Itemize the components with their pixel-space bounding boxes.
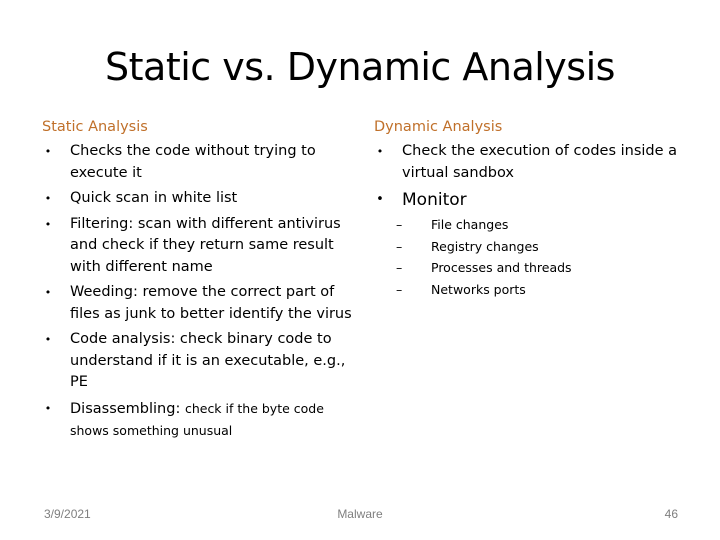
bullet-icon: • xyxy=(44,333,52,346)
list-item-lead: Disassembling: xyxy=(70,400,185,417)
list-item xyxy=(42,329,362,394)
dynamic-analysis-heading: Dynamic Analysis xyxy=(374,119,503,135)
list-item xyxy=(42,214,362,279)
monitor-sublist xyxy=(374,214,694,300)
dash-icon: – xyxy=(396,238,403,254)
page-number: 46 xyxy=(664,507,678,521)
list-item xyxy=(374,141,694,184)
sublist-item-text: Registry changes xyxy=(431,238,539,254)
dynamic-analysis-list xyxy=(374,141,694,184)
list-item-text: Code analysis: check binary code to understand if it is an executable, e.g., PE xyxy=(70,331,346,390)
sublist-item xyxy=(396,279,694,301)
dash-icon: – xyxy=(396,217,403,232)
slide-title: Static vs. Dynamic Analysis xyxy=(105,45,615,89)
sublist-item xyxy=(396,214,694,236)
sublist-item xyxy=(396,236,694,258)
sublist-item-text: Processes and threads xyxy=(431,260,572,275)
list-item xyxy=(42,398,362,443)
static-analysis-column xyxy=(42,116,362,447)
list-item-text: Check the execution of codes inside a virtual sandbox xyxy=(402,143,678,181)
sublist-item xyxy=(396,257,694,279)
list-item-text: Filtering: scan with different antivirus and check if they return same result with different name xyxy=(70,215,341,275)
static-analysis-list xyxy=(42,141,362,443)
list-item xyxy=(42,188,362,210)
list-item xyxy=(42,141,362,184)
list-item-text: Weeding: remove the correct part of files as junk to better identify the virus xyxy=(70,284,352,322)
bullet-icon: • xyxy=(44,192,52,205)
monitor-item xyxy=(374,188,694,212)
dash-icon: – xyxy=(396,260,403,275)
bullet-icon: • xyxy=(376,145,384,158)
list-item xyxy=(42,282,362,325)
static-analysis-heading: Static Analysis xyxy=(42,119,148,135)
footer-title: Malware xyxy=(337,507,383,521)
sublist-item-text: Networks ports xyxy=(431,281,526,297)
bullet-icon: • xyxy=(44,401,52,415)
bullet-icon: • xyxy=(376,192,384,207)
dash-icon: – xyxy=(396,281,403,297)
sublist-item-text: File changes xyxy=(431,217,509,232)
list-item-detail: check if the byte code shows something unusual xyxy=(70,400,324,438)
dynamic-analysis-column xyxy=(374,116,694,300)
list-item-text: Checks the code without trying to execute it xyxy=(70,143,316,181)
list-item-text: Quick scan in white list xyxy=(70,190,238,206)
bullet-icon: • xyxy=(44,286,52,299)
monitor-label: Monitor xyxy=(402,190,467,210)
bullet-icon: • xyxy=(44,217,52,231)
footer-date: 3/9/2021 xyxy=(44,507,91,521)
bullet-icon: • xyxy=(44,145,52,158)
